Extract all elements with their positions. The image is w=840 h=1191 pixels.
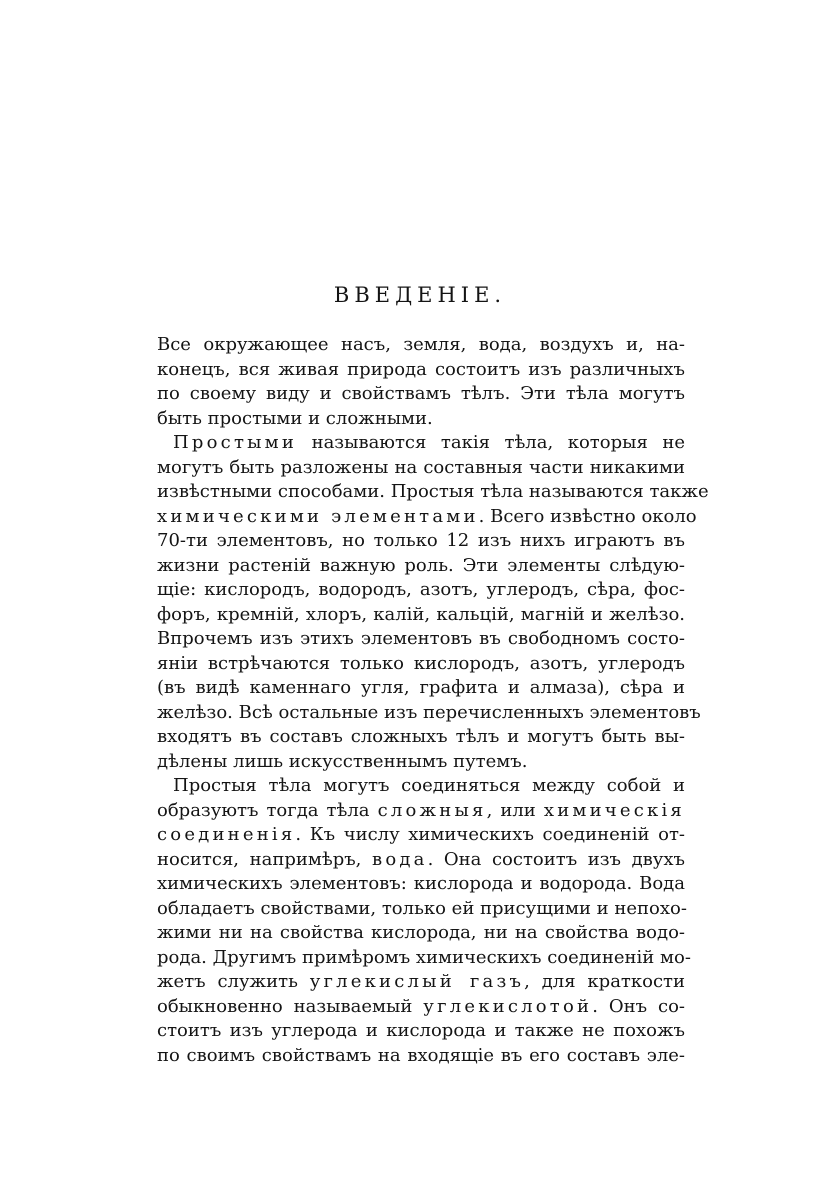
spaced-term: вода [371, 848, 428, 870]
text-line [157, 921, 685, 946]
line-text: яніи встрѣчаются только кислородъ, азотъ, углеродъ [157, 652, 685, 674]
text-line [157, 774, 685, 799]
text-line [157, 627, 685, 652]
line-text: Впрочемъ изъ этихъ элементовъ въ свободномъ состо- [157, 628, 685, 649]
line-text: Простыя тѣла могутъ соединяться между собой и [173, 775, 685, 796]
text-line [157, 1019, 685, 1044]
text-line [157, 578, 685, 603]
spaced-term: Простыми [173, 432, 298, 453]
line-text: стоитъ изъ углерода и кислорода и также не похожъ [157, 1020, 685, 1041]
text-line [157, 946, 691, 971]
text-line [157, 554, 685, 579]
text-line [157, 995, 685, 1020]
text-line [157, 456, 685, 481]
line-text: . Онъ со- [592, 995, 686, 1017]
text-line [157, 750, 685, 775]
line-text: 70-ти элементовъ, но только 12 изъ нихъ играютъ въ [157, 530, 685, 551]
text-line [157, 529, 685, 554]
line-text: , или [486, 799, 544, 821]
line-text: по своему виду и свойствамъ тѣлъ. Эти тѣла могутъ [157, 383, 685, 404]
spaced-term: сложныя [377, 799, 487, 821]
line-text: , для краткости [524, 971, 686, 992]
text-line [157, 652, 685, 677]
text-line [157, 358, 685, 383]
line-text: образуютъ тогда тѣла [157, 799, 378, 821]
line-text: рода. Другимъ примѣромъ химическихъ соединеній мо- [157, 946, 691, 968]
spaced-term: химическими элементами [157, 505, 479, 527]
spaced-term: химическія [543, 799, 685, 821]
line-text: жетъ служить [157, 971, 310, 992]
text-line [157, 431, 685, 456]
line-text: жими ни на свойства кислорода, ни на свойства водо- [157, 922, 685, 943]
line-text: по своимъ свойствамъ на входящіе въ его составъ эле- [157, 1044, 685, 1066]
page-title: ВВЕДЕНІЕ. [333, 283, 507, 307]
text-line [157, 505, 697, 530]
line-text: химическихъ элементовъ: кислорода и водорода. Вода [157, 873, 685, 894]
line-text: конецъ, вся живая природа состоитъ изъ различныхъ [157, 358, 685, 380]
line-text: входятъ въ составъ сложныхъ тѣлъ и могутъ быть вы- [157, 726, 685, 747]
text-line [157, 799, 685, 824]
body-text [157, 333, 709, 1068]
text-line [157, 725, 685, 750]
line-text: форъ, кремній, хлоръ, калій, кальцій, магній и желѣзо. [157, 603, 685, 625]
text-line [157, 676, 685, 701]
text-line [157, 603, 685, 628]
line-text: обыкновенно называемый [157, 995, 424, 1017]
line-text: дѣлены лишь искусственнымъ путемъ. [157, 750, 528, 772]
text-line [157, 848, 685, 873]
line-text: могутъ быть разложены на составныя части никакими [157, 456, 685, 478]
line-text: щіе: кислородъ, водородъ, азотъ, углеродъ, сѣра, фос- [157, 579, 685, 600]
text-line [157, 480, 709, 505]
text-line [157, 970, 685, 995]
text-line [157, 701, 701, 726]
line-text: желѣзо. Всѣ остальные изъ перечисленныхъ элементовъ [157, 701, 701, 723]
text-line [157, 382, 685, 407]
line-text: . Къ числу химическихъ соединеній от- [295, 824, 685, 845]
text-line [157, 823, 685, 848]
text-line [157, 333, 685, 358]
text-line [157, 1044, 685, 1069]
line-text: . Она состоитъ изъ двухъ [427, 848, 685, 870]
spaced-term: углекислотой [423, 995, 593, 1017]
spaced-term: соединенія [157, 824, 296, 845]
line-text: жизни растеній важную роль. Эти элементы слѣдую- [157, 554, 685, 576]
spaced-term: углекислый газъ [309, 971, 525, 992]
line-text: . Всего извѣстно около [478, 505, 697, 527]
line-text: обладаетъ свойствами, только ей присущими и непохо- [157, 897, 687, 919]
text-line [157, 897, 685, 922]
text-line [157, 407, 685, 432]
line-text: быть простыми и сложными. [157, 407, 433, 429]
line-text: носится, напримѣръ, [157, 848, 372, 870]
line-text: извѣстными способами. Простыя тѣла называются также [157, 481, 709, 502]
text-line [157, 872, 685, 897]
line-text: (въ видѣ каменнаго угля, графита и алмаза), сѣра и [157, 677, 685, 698]
line-text: Все окружающее насъ, земля, вода, воздухъ и, на- [157, 334, 685, 355]
line-text: называются такія тѣла, которыя не [297, 432, 685, 453]
